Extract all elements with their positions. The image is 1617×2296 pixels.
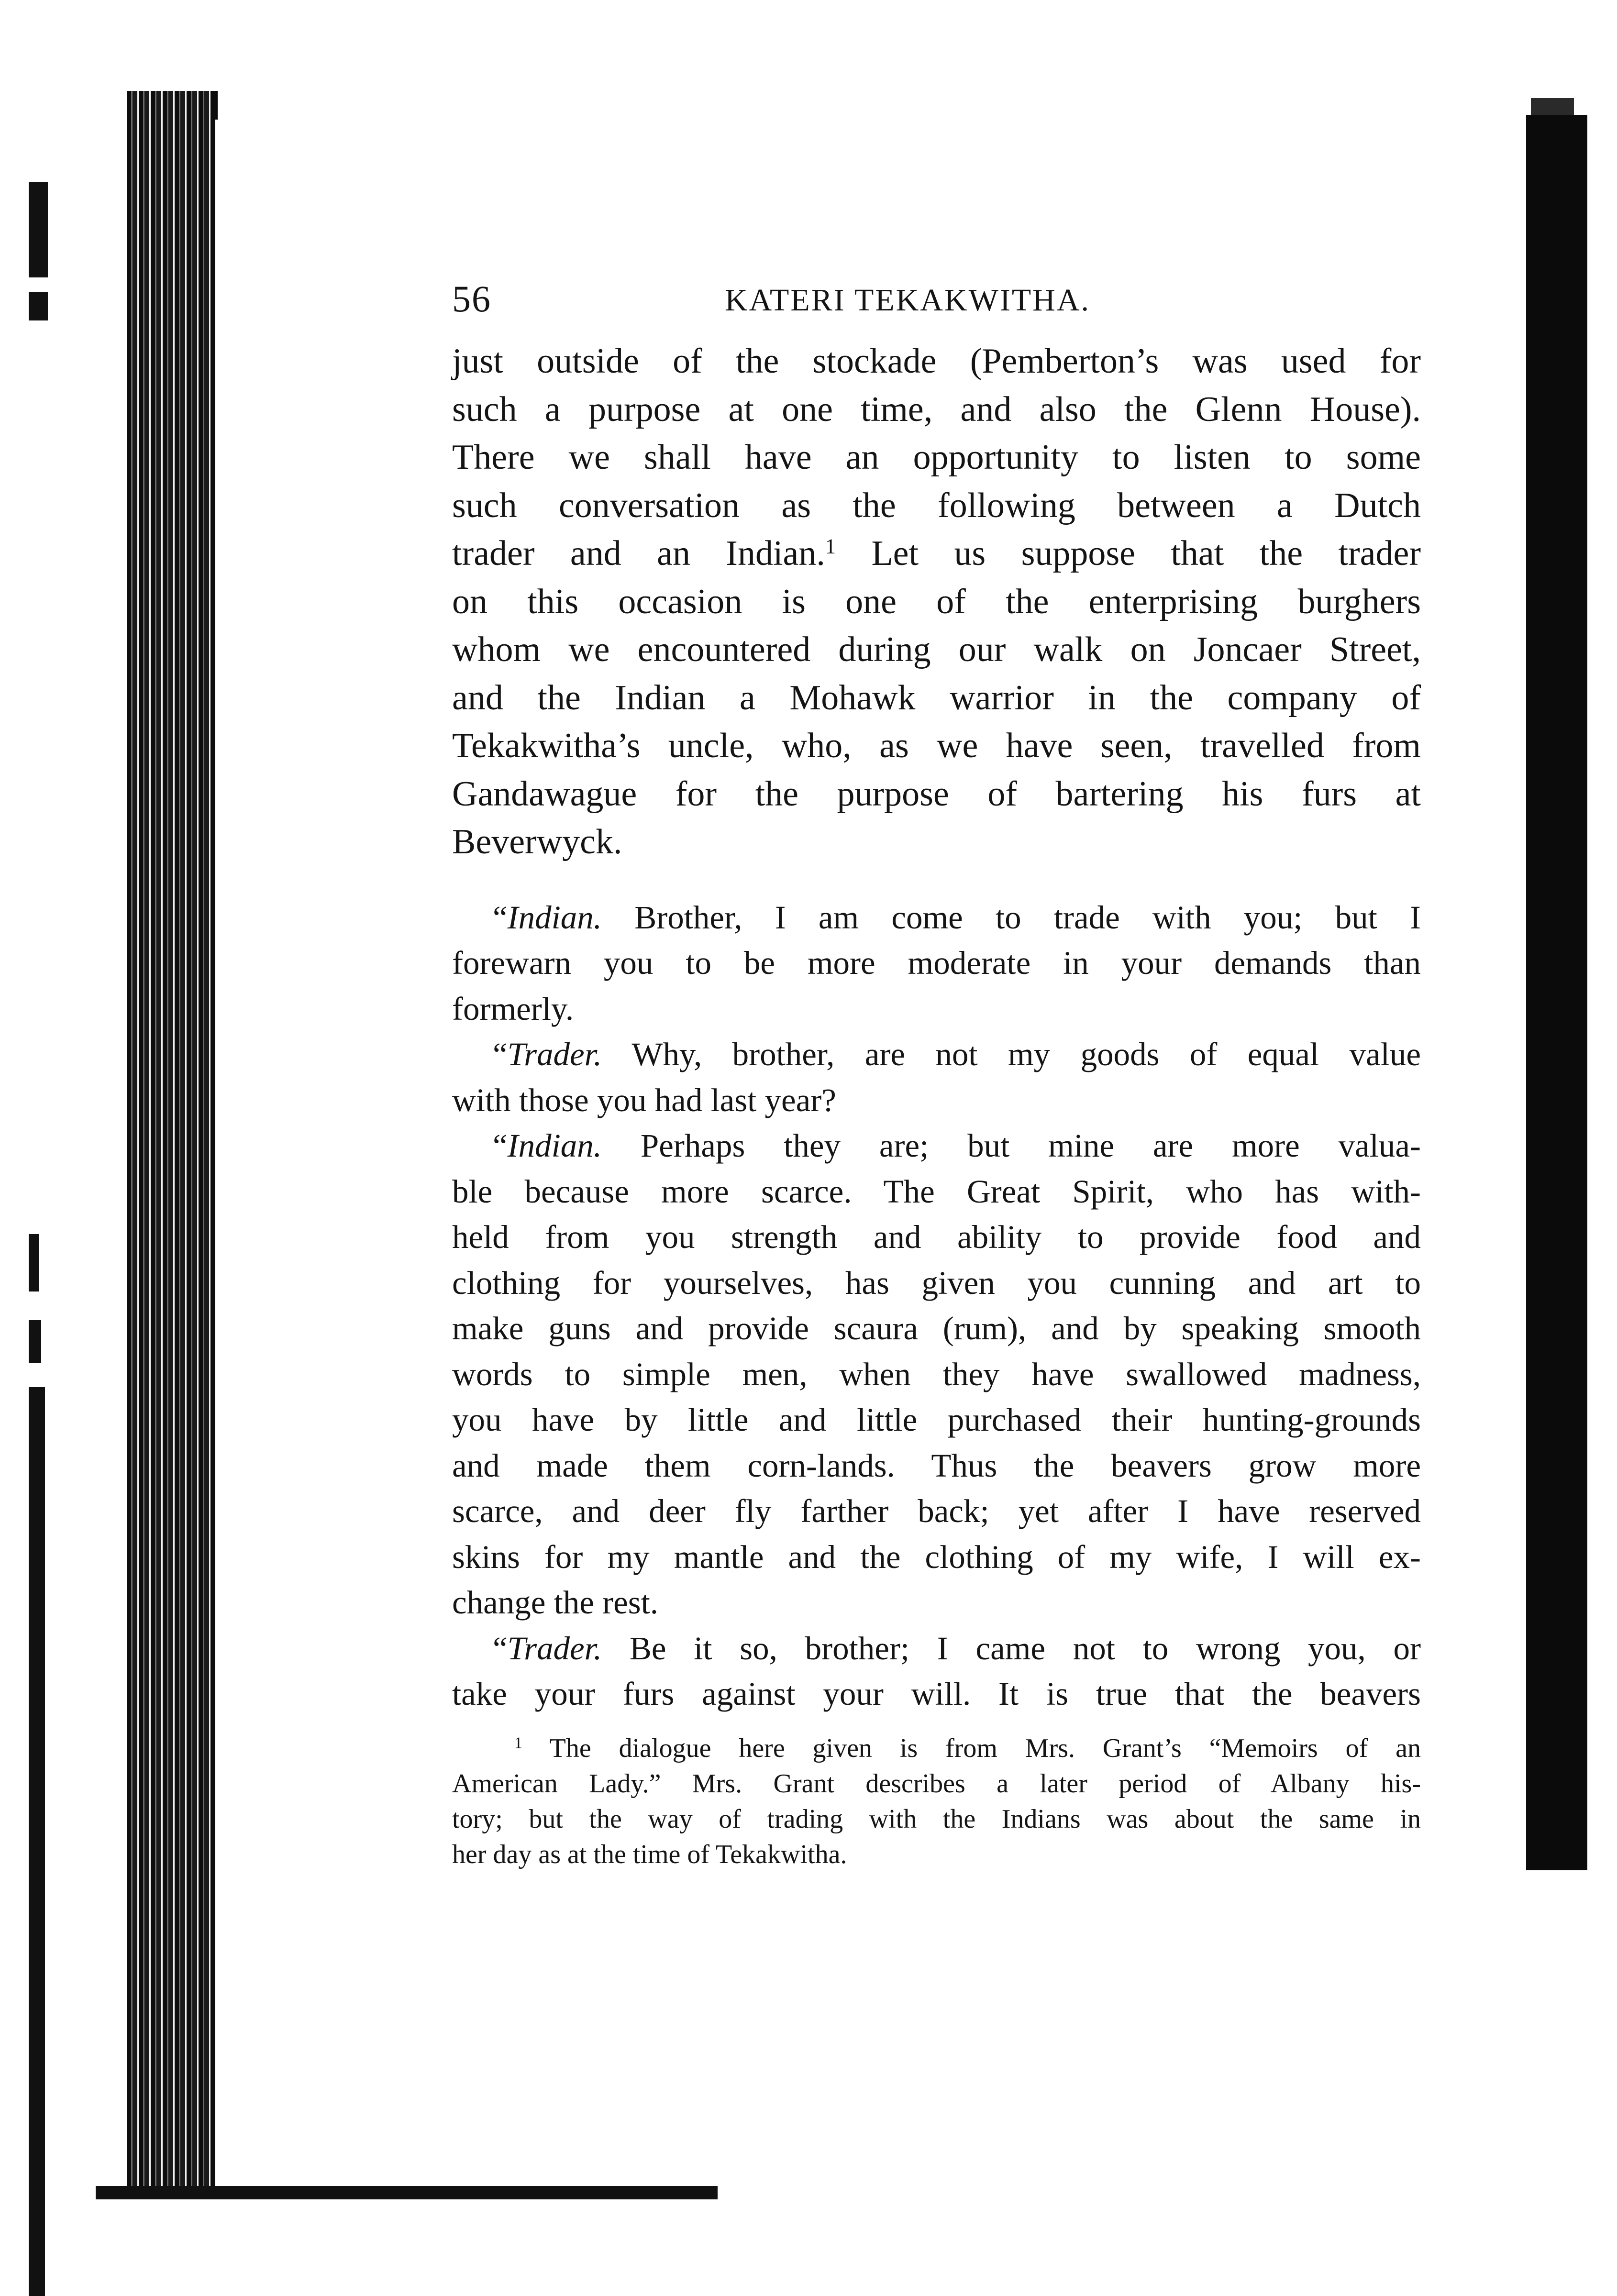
dialogue-line: scarce, and deer fly farther back; yet after I have reserved — [452, 1493, 1421, 1529]
body-line: on this occasion is one of the enterprising burghers — [452, 582, 1421, 621]
body-line: Gandawague for the purpose of bartering his furs at — [452, 774, 1421, 814]
dialogue-line: take your furs against your will. It is true that the beavers — [452, 1676, 1421, 1712]
dialogue-line — [452, 1123, 1421, 1169]
footnote-line: tory; but the way of trading with the Indians was about the same in — [452, 1804, 1421, 1834]
footnote-text: The dialogue here given is from Mrs. Grant’s “Memoirs of an — [549, 1733, 1421, 1763]
body-line-part: Let us suppose that the trader — [871, 534, 1421, 573]
dialogue-line: change the rest. — [452, 1584, 659, 1621]
right-edge-shadow-top — [1531, 98, 1574, 117]
dialogue-line: ble because more scarce. The Great Spirit, who has with- — [452, 1173, 1421, 1210]
dialogue-line: words to simple men, when they have swallowed madness, — [452, 1356, 1421, 1392]
right-edge-shadow — [1526, 115, 1587, 1870]
dialogue-text: Perhaps they are; but mine are more valua- — [640, 1127, 1421, 1164]
footnote-line — [452, 1731, 1421, 1766]
body-line-with-footnote — [452, 530, 1421, 578]
footnote-marker: 1 — [514, 1734, 522, 1752]
open-quote: “ — [493, 1127, 508, 1164]
speaker-trader: Trader. — [507, 1036, 602, 1072]
page-number: 56 — [452, 278, 491, 320]
body-line-part: trader and an Indian. — [452, 534, 825, 573]
body-line: Tekakwitha’s uncle, who, as we have seen, travelled from — [452, 726, 1421, 765]
dialogue-line: clothing for yourselves, has given you cunning and art to — [452, 1264, 1421, 1301]
open-quote: “ — [493, 1036, 508, 1072]
dialogue-text: Brother, I am come to trade with you; but I — [634, 899, 1421, 936]
dialogue-line — [452, 1032, 1421, 1078]
dialogue-line — [452, 895, 1421, 941]
open-quote: “ — [493, 899, 508, 936]
dialogue-line: skins for my mantle and the clothing of my wife, I will ex- — [452, 1538, 1421, 1575]
body-line: whom we encountered during our walk on Joncaer Street, — [452, 630, 1421, 669]
speaker-trader: Trader. — [507, 1630, 602, 1667]
footnote — [452, 1731, 1421, 1872]
dialogue-line: forewarn you to be more moderate in your demands than — [452, 945, 1421, 981]
body-line: There we shall have an opportunity to listen to some — [452, 438, 1421, 477]
body-line: Beverwyck. — [452, 822, 622, 861]
running-head — [452, 268, 1421, 325]
dialogue-line: and made them corn-lands. Thus the beavers grow more — [452, 1447, 1421, 1484]
binding-shadow — [127, 91, 215, 2196]
main-paragraph — [452, 337, 1421, 866]
body-line: and the Indian a Mohawk warrior in the company of — [452, 678, 1421, 718]
body-line: such a purpose at one time, and also the Glenn House). — [452, 389, 1421, 429]
speaker-indian: Indian. — [507, 1127, 602, 1164]
bottom-scan-rule — [96, 2186, 718, 2199]
dialogue-text: Be it so, brother; I came not to wrong you, or — [629, 1630, 1421, 1667]
speaker-indian: Indian. — [507, 899, 602, 936]
footnote-line: her day as at the time of Tekakwitha. — [452, 1839, 847, 1869]
dialogue-line: make guns and provide scaura (rum), and by speaking smooth — [452, 1310, 1421, 1347]
dialogue-line — [452, 1626, 1421, 1672]
dialogue-line: with those you had last year? — [452, 1082, 836, 1118]
footnote-line: American Lady.” Mrs. Grant describes a later period of Albany his- — [452, 1768, 1421, 1799]
left-margin-marks — [29, 182, 100, 2191]
body-line: such conversation as the following between a Dutch — [452, 486, 1421, 525]
open-quote: “ — [493, 1630, 508, 1667]
dialogue-line: formerly. — [452, 990, 574, 1027]
dialogue-line: you have by little and little purchased their hunting-grounds — [452, 1402, 1421, 1438]
dialogue-text: Why, brother, are not my goods of equal value — [631, 1036, 1421, 1072]
dialogue-line: held from you strength and ability to provide food and — [452, 1219, 1421, 1255]
body-line: just outside of the stockade (Pemberton’s was used for — [452, 342, 1421, 381]
running-title: KATERI TEKAKWITHA. — [725, 283, 1090, 318]
footnote-reference: 1 — [825, 534, 836, 558]
book-page — [452, 268, 1421, 1872]
dialogue — [452, 895, 1421, 1717]
